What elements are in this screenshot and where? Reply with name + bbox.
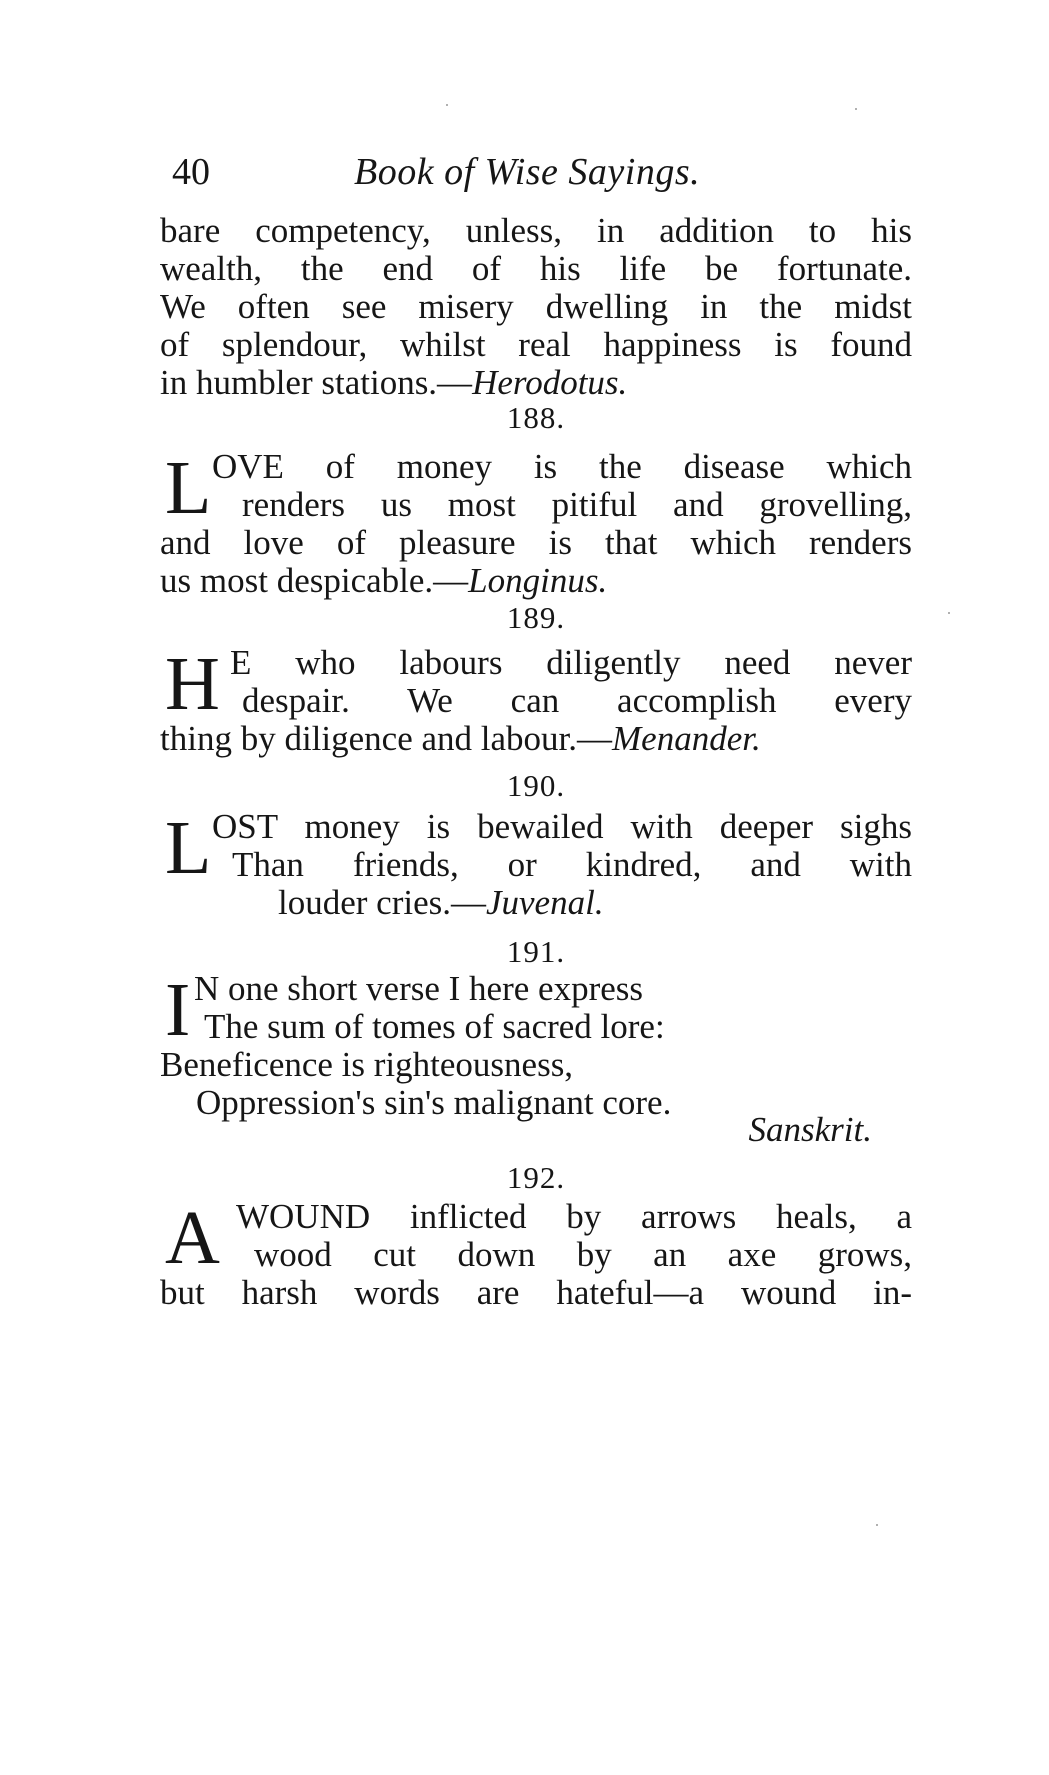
text-line: bare competency, unless, in addition to his	[160, 211, 912, 250]
continuation-paragraph	[160, 212, 912, 402]
running-title: Book of Wise Sayings.	[354, 151, 701, 193]
text-line: Than friends, or kindred, and with	[232, 845, 912, 884]
paper-speck	[876, 1524, 878, 1526]
attribution: Juvenal.	[485, 883, 604, 922]
saying-number: 192.	[506, 1160, 566, 1195]
paper-speck	[446, 104, 448, 106]
text-line: We often see misery dwelling in the midst	[160, 287, 912, 326]
attribution: Sanskrit.	[748, 1110, 872, 1149]
text-line: Oppression's sin's malignant core.	[196, 1083, 672, 1122]
saying-number: 188.	[506, 400, 566, 435]
drop-cap: H	[165, 642, 220, 726]
text-line: OVE of money is the disease which	[212, 447, 912, 486]
text-line: wealth, the end of his life be fortunate.	[160, 249, 912, 288]
page-header	[172, 150, 912, 200]
saying-190	[160, 808, 912, 922]
saying-192	[160, 1198, 912, 1312]
text-line: WOUND inflicted by arrows heals, a	[236, 1197, 912, 1236]
saying-number: 191.	[506, 934, 566, 969]
drop-cap: A	[165, 1196, 220, 1280]
drop-cap: L	[165, 446, 212, 530]
text-line: thing by diligence and labour.—Menander.	[160, 719, 761, 758]
saying-188	[160, 448, 912, 600]
page-number: 40	[172, 151, 210, 193]
text-line: but harsh words are hateful—a wound in-	[160, 1273, 912, 1312]
text-line: N one short verse I here express	[194, 969, 644, 1008]
text-line: of splendour, whilst real happiness is found	[160, 325, 912, 364]
text-line: OST money is bewailed with deeper sighs	[212, 807, 912, 846]
saying-number: 189.	[506, 600, 566, 635]
text-line: The sum of tomes of sacred lore:	[204, 1007, 665, 1046]
paper-speck	[948, 612, 950, 614]
saying-191	[160, 970, 912, 1122]
attribution: Menander.	[612, 719, 761, 758]
text-line: louder cries.—Juvenal.	[278, 883, 604, 922]
drop-cap: I	[165, 968, 191, 1052]
text-line: and love of pleasure is that which renders	[160, 523, 912, 562]
attribution: Herodotus.	[472, 363, 628, 402]
text-line: Beneficence is righteousness,	[160, 1045, 574, 1084]
text-line: us most despicable.—Longinus.	[160, 561, 608, 600]
saying-189	[160, 644, 912, 758]
drop-cap: L	[165, 806, 212, 890]
text-line: despair. We can accomplish every	[242, 681, 912, 720]
text-line: renders us most pitiful and grovelling,	[242, 485, 912, 524]
attribution: Longinus.	[468, 561, 608, 600]
text-line: wood cut down by an axe grows,	[254, 1235, 912, 1274]
text-line: in humbler stations.—Herodotus.	[160, 363, 628, 402]
saying-number: 190.	[506, 768, 566, 803]
text-line: E who labours diligently need never	[230, 643, 912, 682]
paper-speck	[855, 108, 857, 110]
